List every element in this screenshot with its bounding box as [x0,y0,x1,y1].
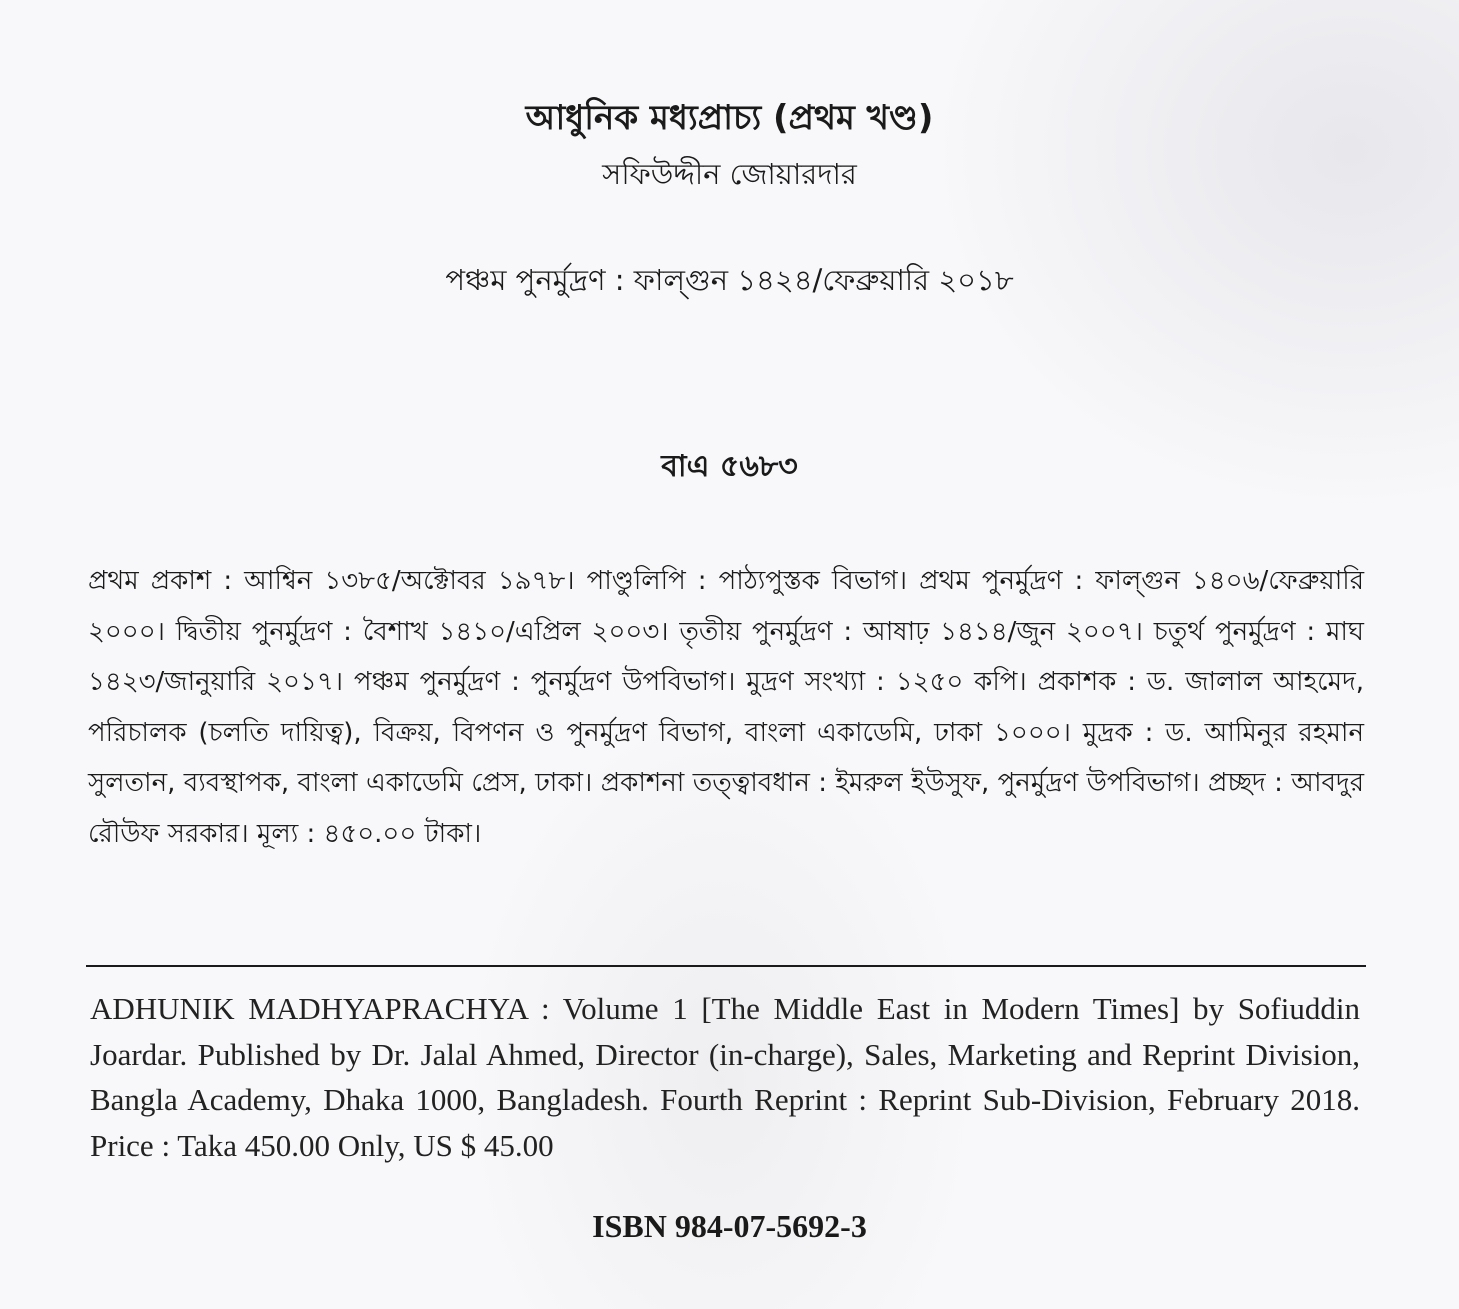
divider-rule [86,965,1366,967]
reprint-edition-line: পঞ্চম পুনর্মুদ্রণ : ফাল্গুন ১৪২৪/ফেব্রুয়ারি ২০১৮ [445,263,1014,297]
english-imprint-paragraph: ADHUNIK MADHYAPRACHYA : Volume 1 [The Middle East in Modern Times] by Sofiuddin Joardar. Published by Dr. Jalal Ahmed, Director (in-charge), Sales, Marketing and Reprint Division, Bangla Academy, Dhaka 1000, Bangladesh. Fourth Reprint : Reprint Sub-Division, February 2018. Price : Taka 450.00 Only, US $ 45.00 [90,991,1360,1163]
bengali-imprint-paragraph: প্রথম প্রকাশ : আশ্বিন ১৩৮৫/অক্টোবর ১৯৭৮। পাণ্ডুলিপি : পাঠ্যপুস্তক বিভাগ। প্রথম পুনর্মুদ্রণ : ফাল্গুন ১৪০৬/ফেব্রুয়ারি ২০০০। দ্বিতীয় পুনর্মুদ্রণ : বৈশাখ ১৪১০/এপ্রিল ২০০৩। তৃতীয় পুনর্মুদ্রণ : আষাঢ় ১৪১৪/জুন ২০০৭। চতুর্থ পুনর্মুদ্রণ : মাঘ ১৪২৩/জানুয়ারি ২০১৭। পঞ্চম পুনর্মুদ্রণ : পুনর্মুদ্রণ উপবিভাগ। মুদ্রণ সংখ্যা : ১২৫০ কপি। প্রকাশক : ড. জালাল আহমেদ, পরিচালক (চলতি দায়িত্ব), বিক্রয়, বিপণন ও পুনর্মুদ্রণ বিভাগ, বাংলা একাডেমি, ঢাকা ১০০০। মুদ্রক : ড. আমিনুর রহমান সুলতান, ব্যবস্থাপক, বাংলা একাডেমি প্রেস, ঢাকা। প্রকাশনা তত্ত্বাবধান : ইমরুল ইউসুফ, পুনর্মুদ্রণ উপবিভাগ। প্রচ্ছদ : আবদুর রৌউফ সরকার। মূল্য : ৪৫০.০০ টাকা। [88,566,1364,849]
book-title: আধুনিক মধ্যপ্রাচ্য (প্রথম খণ্ড) [525,98,934,138]
isbn-number: ISBN 984-07-5692-3 [592,1208,867,1244]
author-name: সফিউদ্দীন জোয়ারদার [602,157,857,191]
catalog-code: বাএ ৫৬৮৩ [661,449,798,484]
